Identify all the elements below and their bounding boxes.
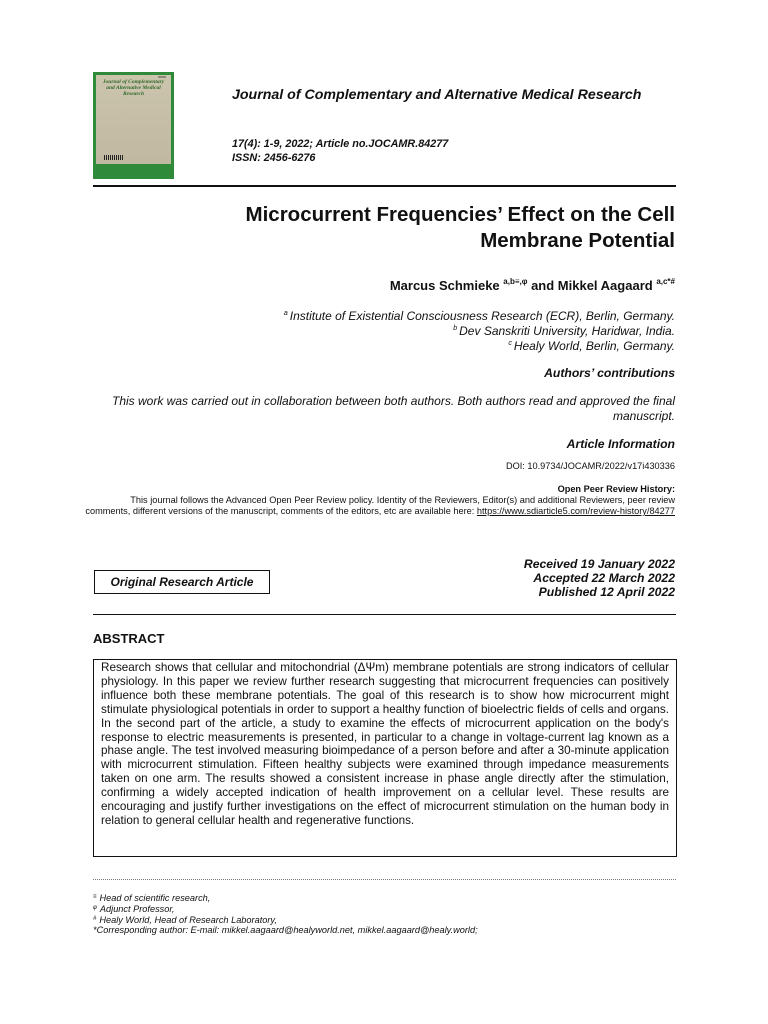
peer-review-heading: Open Peer Review History: (557, 484, 675, 494)
footnote-mark: φ (93, 905, 97, 911)
paper-title: Microcurrent Frequencies’ Effect on the Cell Membrane Potential (245, 203, 675, 252)
journal-title: Journal of Complementary and Alternative Medical Research (232, 87, 642, 103)
affiliation-mark: a (283, 310, 288, 317)
affiliation-mark: c (508, 340, 512, 347)
footnote-text: Adjunct Professor, (99, 904, 175, 914)
article-information-heading: Article Information (566, 437, 675, 451)
peer-review-link[interactable]: https://www.sdiarticle5.com/review-history/84277 (476, 506, 675, 516)
peer-review-body: This journal follows the Advanced Open Peer Review policy. Identity of the Reviewers, Editor(s) and additional Reviewers, peer review comments, different versions of the manuscript, comments of the editors, etc are available here: (85, 495, 675, 516)
affiliation-text: Healy World, Berlin, Germany. (513, 339, 675, 353)
author-join: and (527, 278, 558, 293)
contributions-heading: Authors’ contributions (544, 366, 675, 380)
author-line (390, 277, 675, 293)
doi-text: DOI: 10.9734/JOCAMR/2022/v17i430336 (505, 461, 675, 471)
corresponding-author-footnote (93, 925, 478, 936)
section-divider (93, 614, 676, 615)
affiliation (508, 339, 675, 353)
affiliation (453, 324, 675, 338)
received-date: Received 19 January 2022 (523, 557, 675, 571)
journal-issn: ISSN: 2456-6276 (232, 152, 316, 164)
journal-citation: 17(4): 1-9, 2022; Article no.JOCAMR.84277 (232, 138, 449, 150)
contributions-text: This work was carried out in collaboration between both authors. Both authors read and approved the final manuscript. (111, 394, 675, 423)
footnote-text: Healy World, Head of Research Laboratory, (99, 915, 277, 925)
author-name: Mikkel Aagaard (557, 278, 657, 293)
footnote-mark: # (93, 916, 97, 922)
abstract-text: Research shows that cellular and mitochondrial (ΔΨm) membrane potentials are strong indicators of cellular physiology. In this paper we review further research suggesting that microcurrent frequencies can positively influence both these membrane potentials. The goal of this research is to show how microcurrent might stimulate physiological potentials in order to support a healthy function of bioelectric fields of cells and organs. In the second part of the article, a study to examine the effects of microcurrent application on the body's response to electric measurements is presented, in particular to a change in voltage-current lag known as a phase angle. The test involved measuring bioimpedance of a person before and after a 30-minute application with microcurrent stimulation. Fifteen healthy subjects were examined through impedance measurements taken on one arm. The results showed a consistent increase in phase angle directly after the stimulation, confirming a widely accepted indication of health improvement on a cellular level. These results are encouraging and justify further investigations on the effect of microcurrent stimulation on the human body in relation to general cellular health and regenerative functions. (93, 659, 677, 857)
affiliation-text: Institute of Existential Consciousness Research (ECR), Berlin, Germany. (289, 309, 675, 323)
abstract-heading: ABSTRACT (93, 631, 165, 646)
affiliation-mark: b (453, 325, 458, 332)
header-divider (93, 185, 676, 187)
journal-cover-image (93, 72, 174, 179)
affiliation-text: Dev Sanskriti University, Haridwar, India. (459, 324, 675, 338)
published-date: Published 12 April 2022 (538, 585, 675, 599)
accepted-date: Accepted 22 March 2022 (533, 571, 675, 585)
affiliation (284, 309, 675, 323)
peer-review-text (85, 495, 675, 517)
author-affiliation-marks: a,b≡,φ (503, 277, 528, 286)
footnote-divider (93, 879, 676, 880)
cover-bottom-band (96, 164, 171, 176)
author-affiliation-marks: a,c*# (656, 277, 675, 286)
author-name: Marcus Schmieke (389, 278, 504, 293)
footnote-text: *Corresponding author: E-mail: mikkel.aagaard@healyworld.net, mikkel.aagaard@healy.world; (93, 925, 478, 935)
article-type-badge: Original Research Article (94, 570, 270, 594)
footnote-mark: ≡ (93, 894, 97, 900)
barcode-icon (104, 155, 124, 160)
cover-corner-mark (158, 76, 166, 78)
footnote-text: Head of scientific research, (99, 893, 211, 903)
cover-background (96, 75, 171, 176)
cover-title: Journal of Complementary and Alternative Medical Research (102, 79, 165, 97)
